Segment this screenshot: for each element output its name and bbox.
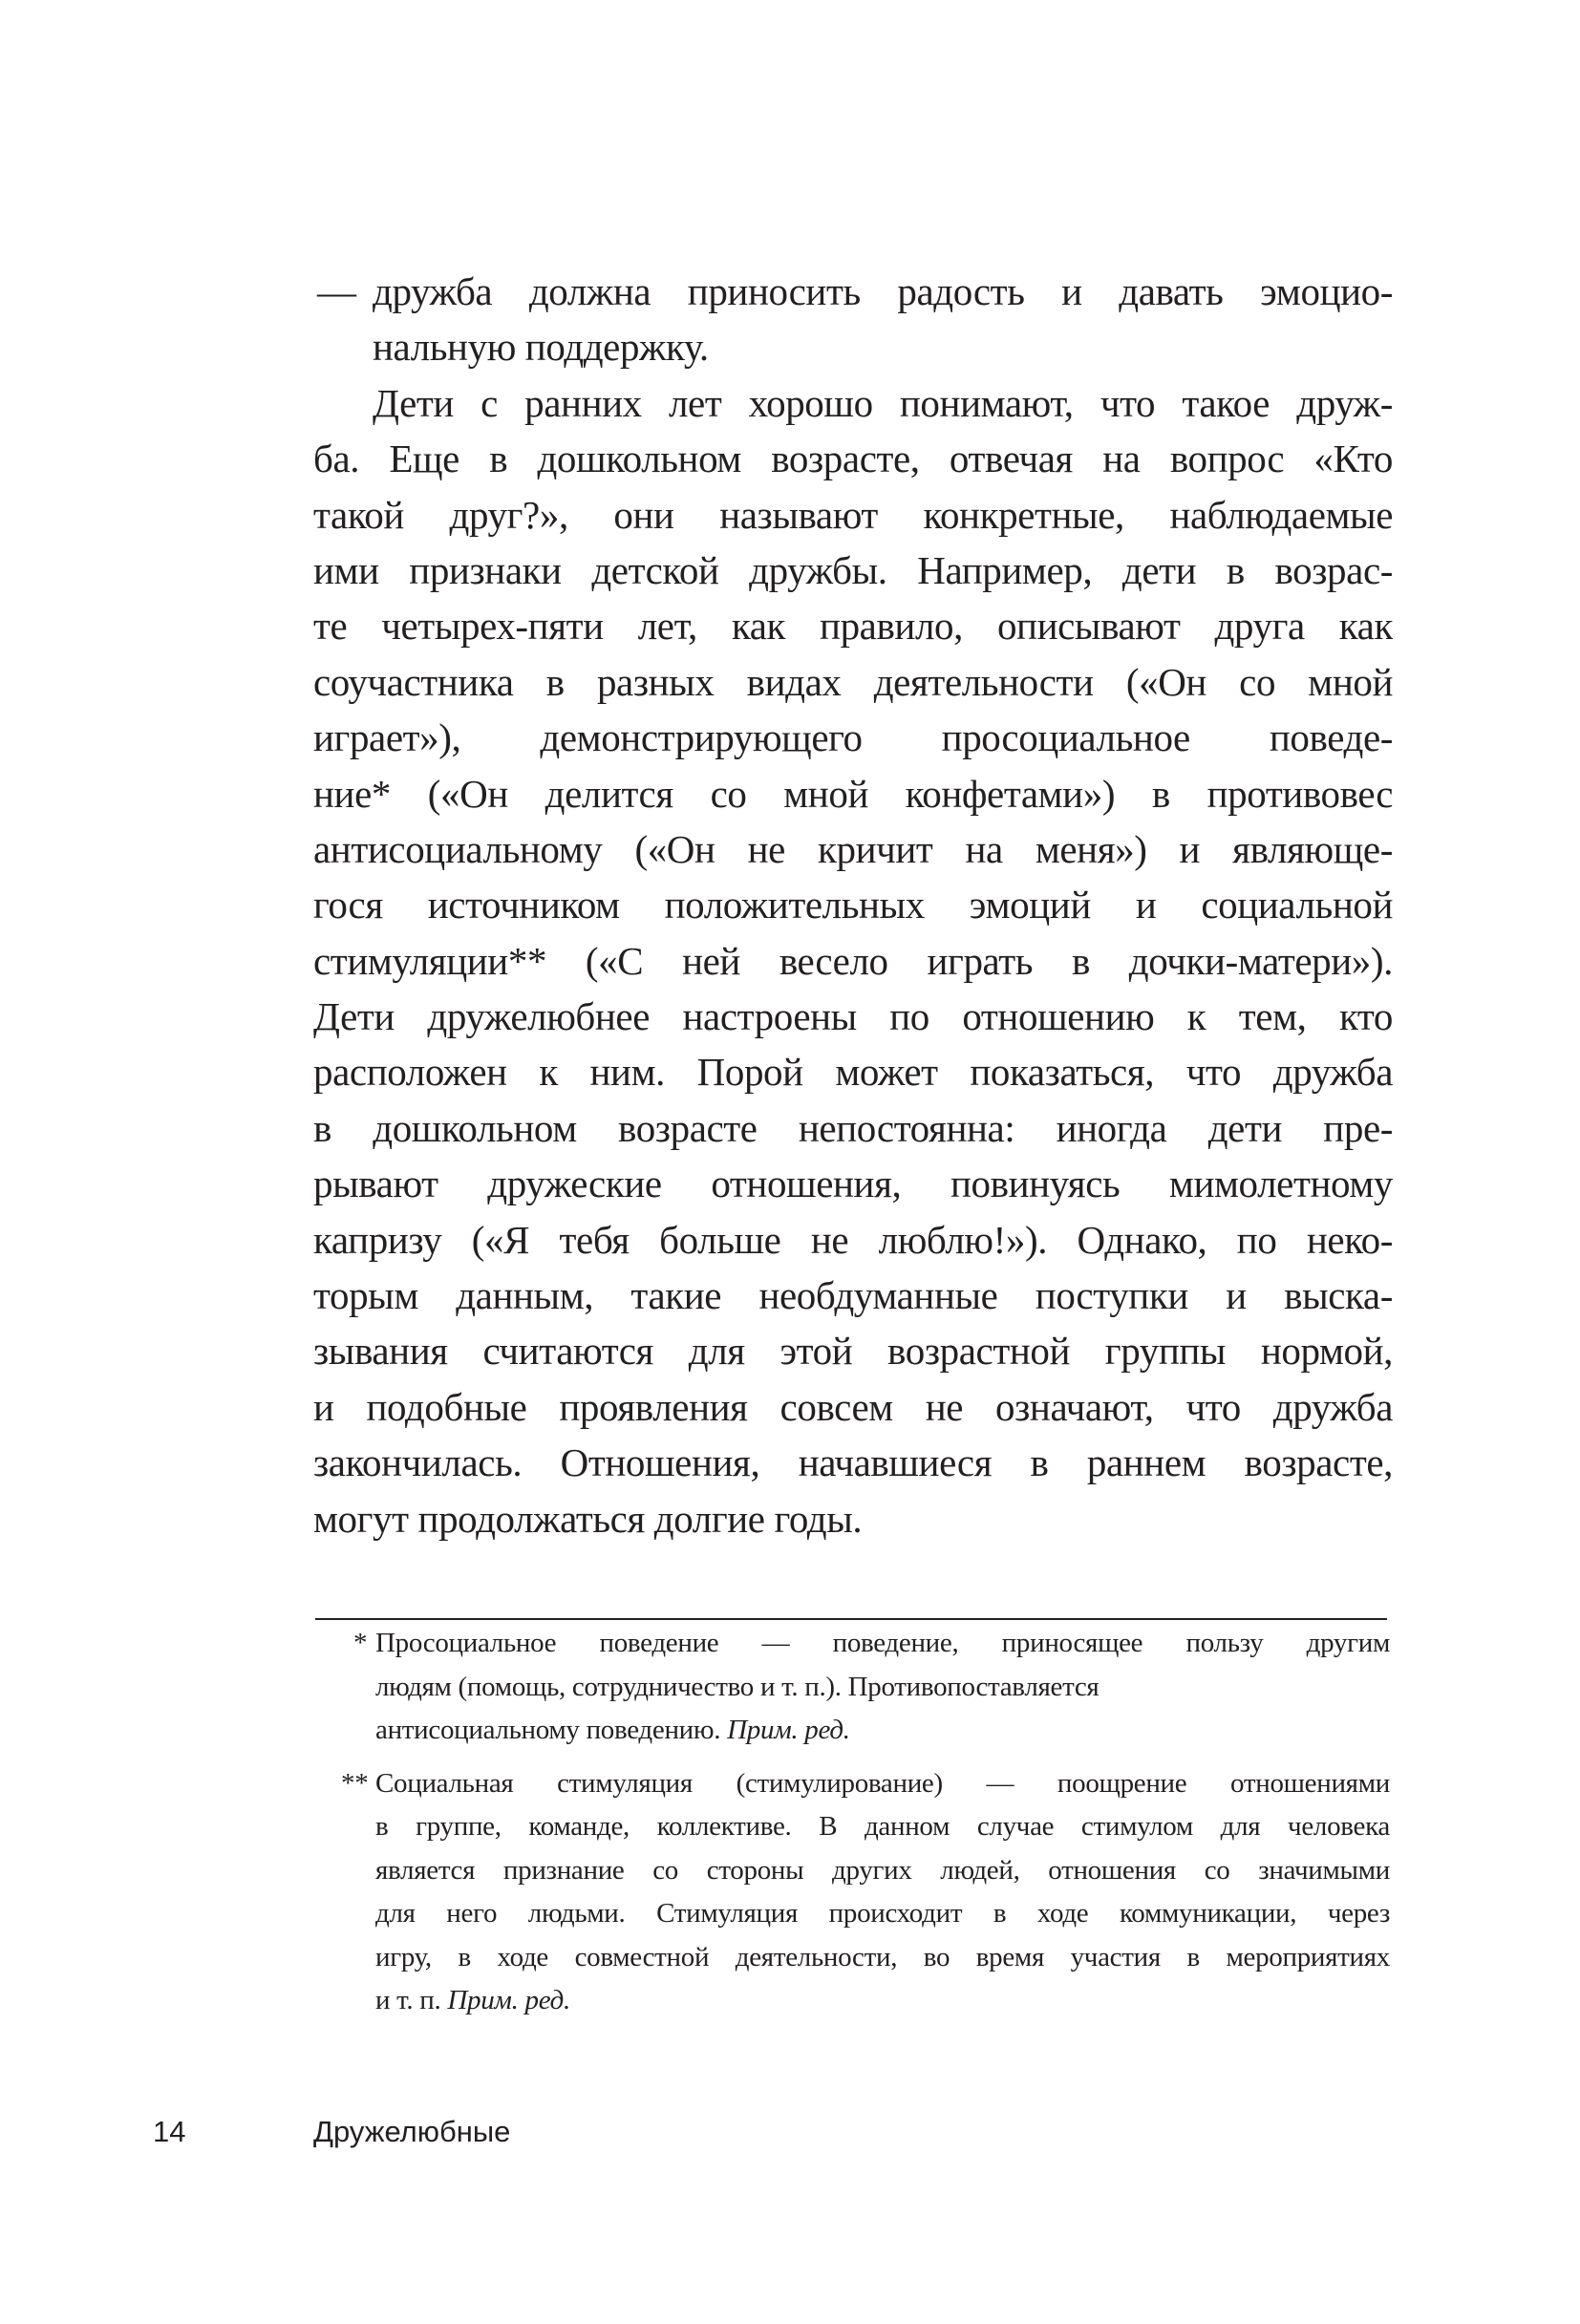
paragraph-line: расположен к ним. Порой может показаться, что дружба: [313, 1050, 1393, 1095]
footnote-marker: **: [341, 1767, 369, 1799]
running-head: Дружелюбные: [313, 2115, 511, 2148]
footnote-1: [315, 1622, 1390, 1753]
paragraph-line: ими признаки детской дружбы. Например, дети в возрас-: [313, 547, 1393, 592]
paragraph-line: соучастника в разных видах деятельности («Он со мной: [313, 659, 1393, 704]
footnote-marker: *: [353, 1628, 368, 1658]
footnotes: [315, 1622, 1390, 2023]
page-number: 14: [153, 2115, 186, 2148]
paragraph-line: ба. Еще в дошкольном возрасте, отвечая на вопрос «Кто: [313, 437, 1393, 481]
paragraph-line: такой друг?», они называют конкретные, наблюдаемые: [313, 492, 1393, 537]
paragraph-line: зывания считаются для этой возрастной группы нормой,: [313, 1329, 1393, 1374]
em-dash-marker: —: [317, 269, 356, 313]
footnote-2: [315, 1762, 1390, 2023]
footnote-line: антисоциальному поведению. Прим. ред.: [375, 1715, 850, 1745]
editor-note: Прим. ред.: [727, 1715, 850, 1745]
editor-note: Прим. ред.: [447, 1985, 570, 2015]
paragraph-line: капризу («Я тебя больше не люблю!»). Однако, по неко-: [313, 1217, 1393, 1262]
paragraph-line: в дошкольном возрасте непостоянна: иногда дети пре-: [313, 1105, 1393, 1150]
list-item-line: нальную поддержку.: [373, 325, 709, 370]
paragraph-line: и подобные проявления совсем не означают, что дружба: [313, 1384, 1393, 1429]
footnote-line: является признание со стороны других людей, отношения со значимыми: [375, 1854, 1390, 1886]
paragraph-line: играет»), демонстрирующего просоциальное поведе-: [313, 715, 1393, 760]
paragraph-line: стимуляции** («С ней весело играть в дочки-матери»).: [313, 938, 1393, 983]
paragraph-line: те четырех-пяти лет, как правило, описывают друга как: [313, 604, 1393, 649]
paragraph-line: Дети дружелюбнее настроены по отношению к тем, кто: [313, 994, 1393, 1039]
footnote-line: игру, в ходе совместной деятельности, во время участия в мероприятиях: [375, 1941, 1390, 1972]
footnote-line: в группе, команде, коллективе. В данном случае стимулом для человека: [375, 1811, 1390, 1842]
paragraph-line: антисоциальному («Он не кричит на меня») и являюще-: [313, 826, 1393, 871]
paragraph-line: ние* («Он делится со мной конфетами») в противовес: [313, 771, 1393, 816]
list-item-line: — дружба должна приносить радость и давать эмоцио-: [313, 264, 1393, 319]
paragraph-line: торым данным, такие необдуманные поступки и выска-: [313, 1273, 1393, 1318]
footnote-line: и т. п. Прим. ред.: [375, 1985, 570, 2015]
footnote-line: Просоциальное поведение — поведение, приносящее пользу другим: [375, 1628, 1390, 1658]
footnote-line: людям (помощь, сотрудничество и т. п.). Противопоставляется: [375, 1671, 1100, 1702]
footnote-line: для него людьми. Стимуляция происходит в ходе коммуникации, через: [375, 1898, 1390, 1929]
footnote-line: Социальная стимуляция (стимулирование) — поощрение отношениями: [375, 1767, 1390, 1799]
footnote-divider: [315, 1618, 1387, 1620]
paragraph-last-line: могут продолжаться долгие годы.: [313, 1496, 863, 1541]
paragraph-first-line: Дети с ранних лет хорошо понимают, что такое друж-: [373, 380, 1393, 425]
paragraph-line: рывают дружеские отношения, повинуясь мимолетному: [313, 1162, 1393, 1206]
paragraph-line: закончилась. Отношения, начавшиеся в раннем возрасте,: [313, 1440, 1393, 1485]
main-text: [313, 264, 1393, 1546]
paragraph-line: гося источником положительных эмоций и социальной: [313, 883, 1393, 927]
